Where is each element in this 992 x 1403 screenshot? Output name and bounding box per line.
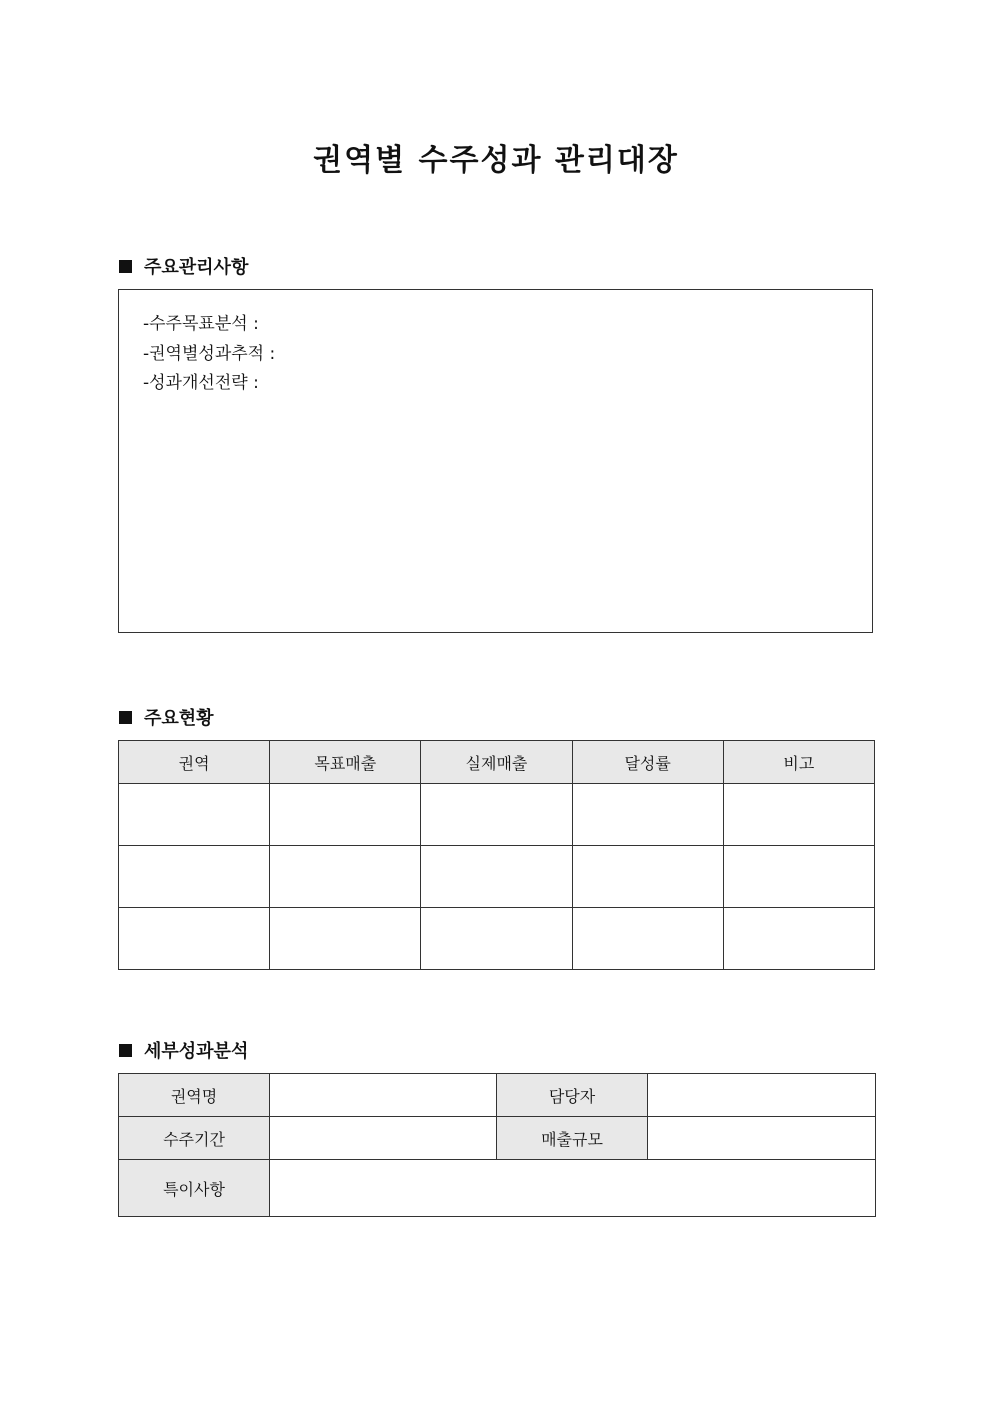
table-cell[interactable] xyxy=(119,784,270,846)
table-cell[interactable] xyxy=(572,784,723,846)
section-heading-label: 세부성과분석 xyxy=(144,1041,249,1062)
table-header-row xyxy=(119,741,875,784)
square-bullet-icon xyxy=(119,260,132,273)
key-items-box[interactable] xyxy=(118,289,873,633)
manager-value-field[interactable] xyxy=(648,1074,876,1117)
page-title: 권역별 수주성과 관리대장 xyxy=(313,143,679,178)
square-bullet-icon xyxy=(119,1044,132,1057)
column-header: 비고 xyxy=(723,741,874,784)
table-row xyxy=(119,1160,876,1217)
column-header: 권역 xyxy=(119,741,270,784)
table-cell[interactable] xyxy=(270,908,421,970)
table-cell[interactable] xyxy=(421,908,572,970)
table-cell[interactable] xyxy=(119,908,270,970)
column-header: 달성률 xyxy=(572,741,723,784)
section-heading-label: 주요현황 xyxy=(144,708,214,729)
manager-label: 담당자 xyxy=(497,1074,648,1117)
sales-label: 매출규모 xyxy=(497,1117,648,1160)
column-header: 목표매출 xyxy=(270,741,421,784)
notes-value-field[interactable] xyxy=(270,1160,876,1217)
section-heading-detail xyxy=(119,1037,248,1063)
period-label: 수주기간 xyxy=(119,1117,270,1160)
table-cell[interactable] xyxy=(572,846,723,908)
table-row xyxy=(119,846,875,908)
detail-table xyxy=(118,1073,876,1217)
table-row xyxy=(119,1074,876,1117)
table-cell[interactable] xyxy=(723,784,874,846)
table-cell[interactable] xyxy=(572,908,723,970)
note-line: -권역별성과추적 : xyxy=(143,343,276,364)
table-cell[interactable] xyxy=(421,846,572,908)
note-line: -성과개선전략 : xyxy=(143,373,259,393)
table-cell[interactable] xyxy=(270,784,421,846)
region-value-field[interactable] xyxy=(270,1074,497,1117)
section-heading-label: 주요관리사항 xyxy=(144,257,249,278)
table-row xyxy=(119,908,875,970)
notes-label: 특이사항 xyxy=(119,1160,270,1217)
table-row xyxy=(119,1117,876,1160)
table-cell[interactable] xyxy=(119,846,270,908)
region-label: 권역명 xyxy=(119,1074,270,1117)
table-cell[interactable] xyxy=(421,784,572,846)
table-row xyxy=(119,784,875,846)
section-heading-key-items xyxy=(119,253,248,279)
note-line: -수주목표분석 : xyxy=(143,314,259,334)
period-value-field[interactable] xyxy=(270,1117,497,1160)
sales-value-field[interactable] xyxy=(648,1117,876,1160)
column-header: 실제매출 xyxy=(421,741,572,784)
table-cell[interactable] xyxy=(723,846,874,908)
status-table xyxy=(118,740,875,970)
table-cell[interactable] xyxy=(723,908,874,970)
section-heading-status xyxy=(119,704,214,730)
square-bullet-icon xyxy=(119,711,132,724)
table-cell[interactable] xyxy=(270,846,421,908)
